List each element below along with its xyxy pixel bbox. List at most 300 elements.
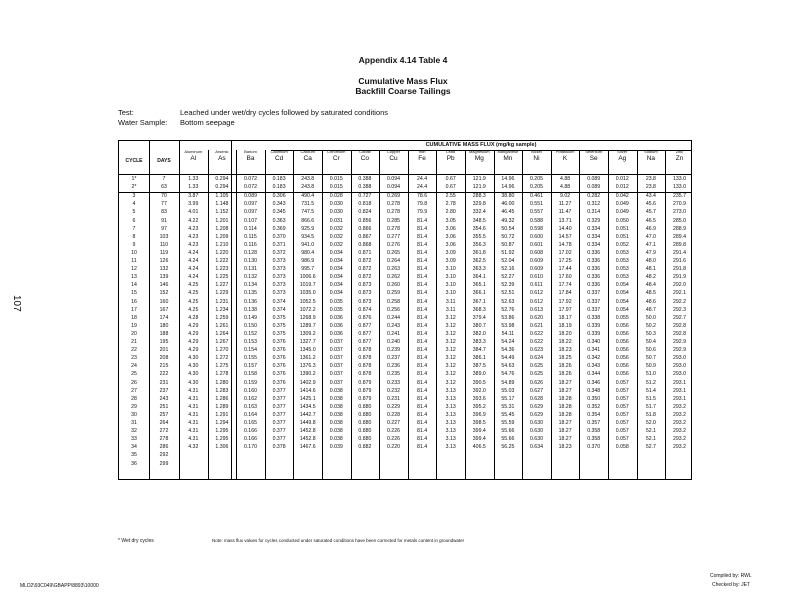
cycle-cell: 5 <box>132 209 136 216</box>
value-cell: 3.12 <box>445 322 456 329</box>
value-cell: 50.9 <box>645 363 656 370</box>
days-cell: 292 <box>159 452 169 459</box>
value-cell: 0.057 <box>615 428 629 435</box>
value-cell: 0.372 <box>272 249 286 256</box>
days-cell: 237 <box>159 387 169 394</box>
col-element-symbol: Zn <box>675 155 684 162</box>
value-cell: 1452.8 <box>299 428 316 435</box>
value-cell: 14.96 <box>501 184 515 191</box>
value-cell: 0.260 <box>386 282 400 289</box>
value-cell: 54.89 <box>501 379 515 386</box>
value-cell: 362.5 <box>472 258 486 264</box>
value-cell: 0.872 <box>358 258 372 264</box>
value-cell: 0.376 <box>272 355 286 362</box>
value-cell: 0.856 <box>358 217 372 224</box>
value-cell: 1.223 <box>215 266 229 273</box>
value-cell: 81.4 <box>417 339 428 345</box>
value-cell: 3.12 <box>445 379 456 386</box>
value-cell: 3.13 <box>445 444 456 451</box>
value-cell: 1452.8 <box>299 436 316 443</box>
page-number: 107 <box>11 295 22 312</box>
value-cell: 0.588 <box>529 217 543 224</box>
value-cell: 293.2 <box>672 444 686 451</box>
value-cell: 18.19 <box>558 322 572 329</box>
value-cell: 18.28 <box>558 411 572 418</box>
value-cell: 348.5 <box>472 217 486 224</box>
value-cell: 0.339 <box>587 322 601 329</box>
value-cell: 0.042 <box>615 193 629 200</box>
value-cell: 81.4 <box>417 274 428 281</box>
value-cell: 0.034 <box>329 282 343 289</box>
value-cell: 0.055 <box>615 314 629 321</box>
value-cell: 0.377 <box>272 411 286 418</box>
value-cell: 81.4 <box>417 306 428 313</box>
days-cell: 243 <box>159 395 169 402</box>
value-cell: 48.4 <box>645 282 656 289</box>
value-cell: 55.66 <box>501 428 515 435</box>
value-cell: 81.4 <box>417 355 428 362</box>
value-cell: 0.183 <box>272 184 286 191</box>
value-cell: 0.877 <box>358 322 372 329</box>
value-cell: 747.5 <box>301 209 315 216</box>
value-cell: 18.17 <box>558 314 572 321</box>
value-cell: 0.336 <box>587 249 601 256</box>
value-cell: 0.370 <box>587 444 601 451</box>
compiled-by: Compiled by: RWL <box>710 573 752 579</box>
value-cell: 78.6 <box>417 193 428 200</box>
value-cell: 0.337 <box>587 290 601 297</box>
value-cell: 0.868 <box>358 241 372 248</box>
cycle-cell: 29 <box>131 403 137 410</box>
value-cell: 0.621 <box>529 322 543 329</box>
value-cell: 4.29 <box>188 330 199 337</box>
value-cell: 133.0 <box>672 176 686 182</box>
value-cell: 0.880 <box>358 420 372 426</box>
days-cell: 97 <box>161 225 167 232</box>
value-cell: 121.9 <box>472 176 486 182</box>
value-cell: 3.12 <box>445 363 456 370</box>
value-cell: 0.336 <box>587 258 601 264</box>
value-cell: 0.056 <box>615 330 629 337</box>
value-cell: 0.226 <box>386 436 400 443</box>
value-cell: 3.05 <box>445 217 456 224</box>
value-cell: 0.341 <box>587 347 601 354</box>
value-cell: 24.4 <box>417 184 428 191</box>
value-cell: 1.229 <box>215 290 229 297</box>
days-cell: 174 <box>159 314 169 321</box>
value-cell: 0.278 <box>386 209 400 216</box>
col-element-symbol: Co <box>360 155 370 162</box>
value-cell: 0.049 <box>615 201 629 208</box>
days-cell: 272 <box>159 428 169 435</box>
value-cell: 293.0 <box>672 355 686 362</box>
value-cell: 81.4 <box>417 314 428 321</box>
value-cell: 0.377 <box>272 420 286 426</box>
value-cell: 52.39 <box>501 282 515 289</box>
value-cell: 0.278 <box>386 201 400 208</box>
value-cell: 0.598 <box>529 225 543 232</box>
value-cell: 0.130 <box>243 258 257 264</box>
value-cell: 1.33 <box>188 184 199 191</box>
value-cell: 4.29 <box>188 322 199 329</box>
value-cell: 0.348 <box>587 387 601 394</box>
days-cell: 222 <box>159 371 169 378</box>
value-cell: 23.8 <box>645 176 656 182</box>
value-cell: 0.037 <box>329 379 343 386</box>
value-cell: 1345.0 <box>299 347 316 354</box>
cycle-cell: 20 <box>131 330 137 337</box>
value-cell: 1.208 <box>215 225 229 232</box>
value-cell: 1.286 <box>215 395 229 402</box>
value-cell: 14.57 <box>558 233 572 240</box>
value-cell: 47.0 <box>645 233 656 240</box>
value-cell: 0.878 <box>358 347 372 354</box>
value-cell: 81.4 <box>417 428 428 435</box>
value-cell: 0.67 <box>445 176 456 182</box>
value-cell: 396.9 <box>472 411 486 418</box>
value-cell: 0.056 <box>615 371 629 378</box>
value-cell: 3.99 <box>188 201 199 208</box>
value-cell: 4.88 <box>560 184 571 191</box>
value-cell: 4.22 <box>188 217 199 224</box>
value-cell: 293.0 <box>672 363 686 370</box>
value-cell: 0.036 <box>329 330 343 337</box>
value-cell: 2.55 <box>445 193 456 200</box>
col-element-name: Silver <box>617 149 628 154</box>
value-cell: 0.867 <box>358 233 372 240</box>
value-cell: 292.2 <box>672 298 686 305</box>
cycle-cell: 22 <box>131 347 137 354</box>
value-cell: 0.352 <box>587 403 601 410</box>
value-cell: 292.1 <box>672 290 686 297</box>
value-cell: 51.8 <box>645 411 656 418</box>
value-cell: 51.5 <box>645 395 656 402</box>
value-cell: 46.45 <box>501 209 515 216</box>
value-cell: 0.036 <box>329 322 343 329</box>
file-path: MLD2\93C049\GBAPP\8893\10000 <box>20 583 99 589</box>
value-cell: 0.038 <box>329 420 343 426</box>
value-cell: 0.872 <box>358 266 372 273</box>
value-cell: 4.88 <box>560 176 571 182</box>
value-cell: 4.31 <box>188 403 199 410</box>
value-cell: 1.267 <box>215 339 229 345</box>
value-cell: 293.1 <box>672 387 686 394</box>
days-cell: 264 <box>159 420 169 426</box>
value-cell: 3.13 <box>445 403 456 410</box>
value-cell: 366.1 <box>472 290 486 297</box>
value-cell: 0.057 <box>615 395 629 402</box>
value-cell: 0.634 <box>529 444 543 451</box>
value-cell: 0.377 <box>272 428 286 435</box>
value-cell: 291.4 <box>672 249 686 256</box>
cycle-cell: 19 <box>131 322 137 329</box>
days-cell: 188 <box>159 330 169 337</box>
value-cell: 0.620 <box>529 314 543 321</box>
value-cell: 1019.7 <box>299 282 316 289</box>
value-cell: 52.16 <box>501 266 515 273</box>
cycle-cell: 6 <box>132 217 136 224</box>
value-cell: 243.8 <box>301 176 315 182</box>
value-cell: 4.25 <box>188 298 199 305</box>
value-cell: 17.92 <box>558 298 572 305</box>
value-cell: 0.057 <box>615 403 629 410</box>
value-cell: 0.032 <box>329 225 343 232</box>
value-cell: 81.4 <box>417 347 428 354</box>
value-cell: 0.157 <box>243 363 257 370</box>
value-cell: 0.051 <box>615 233 629 240</box>
value-cell: 0.334 <box>587 233 601 240</box>
value-cell: 3.06 <box>445 225 456 232</box>
value-cell: 0.183 <box>272 176 286 182</box>
value-cell: 0.334 <box>587 225 601 232</box>
days-cell: 201 <box>159 347 169 354</box>
value-cell: 0.376 <box>272 339 286 345</box>
value-cell: 18.23 <box>558 347 572 354</box>
page-subtitle-1: Cumulative Mass Flux <box>358 76 448 86</box>
value-cell: 0.624 <box>529 355 543 362</box>
value-cell: 4.24 <box>188 258 199 264</box>
value-cell: 17.74 <box>558 282 572 289</box>
value-cell: 1.272 <box>215 355 229 362</box>
value-cell: 0.350 <box>587 395 601 402</box>
value-cell: 3.12 <box>445 339 456 345</box>
days-cell: 119 <box>159 249 169 256</box>
value-cell: 0.034 <box>329 290 343 297</box>
value-cell: 0.097 <box>243 201 257 208</box>
value-cell: 4.31 <box>188 411 199 418</box>
value-cell: 0.345 <box>272 209 286 216</box>
value-cell: 0.128 <box>243 249 257 256</box>
value-cell: 18.27 <box>558 436 572 443</box>
value-cell: 0.622 <box>529 330 543 337</box>
value-cell: 0.374 <box>272 306 286 313</box>
value-cell: 18.23 <box>558 444 572 451</box>
value-cell: 3.11 <box>445 298 456 305</box>
value-cell: 0.610 <box>529 274 543 281</box>
value-cell: 4.29 <box>188 339 199 345</box>
value-cell: 292.9 <box>672 339 686 345</box>
value-cell: 17.60 <box>558 274 572 281</box>
value-cell: 0.312 <box>587 201 601 208</box>
value-cell: 291.6 <box>672 258 686 264</box>
cycle-header: CYCLE <box>125 158 143 164</box>
value-cell: 0.334 <box>587 241 601 248</box>
value-cell: 368.3 <box>472 306 486 313</box>
value-cell: 243.8 <box>301 184 315 191</box>
cycle-cell: 23 <box>131 355 137 362</box>
value-cell: 0.873 <box>358 282 372 289</box>
cycle-cell: 31 <box>131 420 137 426</box>
value-cell: 18.27 <box>558 428 572 435</box>
value-cell: 81.4 <box>417 290 428 297</box>
value-cell: 0.373 <box>272 274 286 281</box>
value-cell: 0.057 <box>615 379 629 386</box>
value-cell: 0.461 <box>529 193 543 200</box>
value-cell: 0.282 <box>587 193 601 200</box>
value-cell: 0.363 <box>272 217 286 224</box>
value-cell: 0.878 <box>358 363 372 370</box>
value-cell: 18.26 <box>558 371 572 378</box>
sample-label: Water Sample: <box>118 118 168 127</box>
value-cell: 17.97 <box>558 306 572 313</box>
value-cell: 0.057 <box>615 436 629 443</box>
value-cell: 0.377 <box>272 436 286 443</box>
value-cell: 0.873 <box>358 298 372 305</box>
value-cell: 0.375 <box>272 330 286 337</box>
value-cell: 1.33 <box>188 176 199 182</box>
value-cell: 54.63 <box>501 363 515 370</box>
value-cell: 0.874 <box>358 306 372 313</box>
value-cell: 48.6 <box>645 298 656 305</box>
value-cell: 293.2 <box>672 436 686 443</box>
value-cell: 0.882 <box>358 444 372 451</box>
cycle-cell: 9 <box>132 241 136 248</box>
value-cell: 1327.7 <box>299 339 316 345</box>
value-cell: 11.27 <box>558 201 572 208</box>
value-cell: 2.78 <box>445 201 456 208</box>
value-cell: 51.0 <box>645 371 656 378</box>
value-cell: 1.148 <box>215 201 229 208</box>
value-cell: 0.170 <box>243 444 257 451</box>
value-cell: 0.358 <box>587 436 601 443</box>
col-element-name: Iron <box>418 149 426 154</box>
value-cell: 55.45 <box>501 411 515 418</box>
value-cell: 0.032 <box>329 241 343 248</box>
value-cell: 81.4 <box>417 258 428 264</box>
value-cell: 0.878 <box>358 371 372 378</box>
value-cell: 1.294 <box>215 420 229 426</box>
mass-flux-table <box>118 140 692 480</box>
col-element-name: Lead <box>446 149 456 154</box>
value-cell: 380.7 <box>472 322 486 329</box>
cycle-cell: 1* <box>131 176 137 182</box>
value-cell: 0.374 <box>272 298 286 305</box>
value-cell: 0.058 <box>615 444 629 451</box>
value-cell: 18.28 <box>558 403 572 410</box>
value-cell: 0.164 <box>243 411 257 418</box>
days-cell: 160 <box>159 298 169 305</box>
value-cell: 329.8 <box>472 201 486 208</box>
value-cell: 50.54 <box>501 225 515 232</box>
value-cell: 47.1 <box>645 241 656 248</box>
sample-value: Bottom seepage <box>180 118 235 127</box>
value-cell: 925.9 <box>301 225 315 232</box>
value-cell: 0.294 <box>215 184 229 191</box>
value-cell: 0.336 <box>587 274 601 281</box>
value-cell: 0.072 <box>243 184 257 191</box>
value-cell: 289.8 <box>672 241 686 248</box>
value-cell: 0.336 <box>587 266 601 273</box>
value-cell: 1268.9 <box>299 314 316 321</box>
value-cell: 4.24 <box>188 274 199 281</box>
value-cell: 133.0 <box>672 184 686 191</box>
cycle-cell: 14 <box>131 282 137 289</box>
value-cell: 81.4 <box>417 217 428 224</box>
value-cell: 0.072 <box>243 176 257 182</box>
value-cell: 292.0 <box>672 282 686 289</box>
cycle-cell: 2* <box>131 184 137 191</box>
value-cell: 79.8 <box>417 201 428 208</box>
value-cell: 0.879 <box>358 379 372 386</box>
value-cell: 0.612 <box>529 290 543 297</box>
value-cell: 0.630 <box>529 436 543 443</box>
value-cell: 0.306 <box>272 193 286 200</box>
cycle-cell: 33 <box>131 436 137 443</box>
value-cell: 52.7 <box>645 444 656 451</box>
value-cell: 0.056 <box>615 355 629 362</box>
days-cell: 132 <box>159 266 169 273</box>
value-cell: 0.337 <box>587 298 601 305</box>
value-cell: 1.220 <box>215 249 229 256</box>
value-cell: 3.10 <box>445 266 456 273</box>
value-cell: 0.038 <box>329 436 343 443</box>
value-cell: 2.80 <box>445 209 456 216</box>
col-element-symbol: As <box>218 155 226 162</box>
col-element-symbol: Cu <box>389 155 398 162</box>
value-cell: 3.13 <box>445 436 456 443</box>
value-cell: 406.5 <box>472 444 486 451</box>
value-cell: 38.80 <box>501 193 515 200</box>
days-cell: 77 <box>161 201 167 208</box>
value-cell: 0.034 <box>329 249 343 256</box>
value-cell: 52.1 <box>645 436 656 443</box>
value-cell: 0.285 <box>386 217 400 224</box>
days-cell: 180 <box>159 322 169 329</box>
value-cell: 0.877 <box>358 330 372 337</box>
col-element-symbol: Se <box>589 155 598 162</box>
value-cell: 0.053 <box>615 266 629 273</box>
value-cell: 0.114 <box>244 225 257 232</box>
value-cell: 0.263 <box>386 266 400 273</box>
cycle-cell: 28 <box>131 395 137 402</box>
cycle-cell: 21 <box>131 339 137 345</box>
value-cell: 0.369 <box>272 225 286 232</box>
value-cell: 289.4 <box>672 233 686 240</box>
value-cell: 1.259 <box>215 314 229 321</box>
value-cell: 934.5 <box>301 233 315 240</box>
col-element-symbol: Mn <box>503 155 513 162</box>
value-cell: 81.4 <box>417 266 428 273</box>
value-cell: 55.66 <box>501 436 515 443</box>
value-cell: 14.96 <box>501 176 515 182</box>
value-cell: 0.149 <box>243 314 257 321</box>
footnote-note: Note: mass flux values for cycles conducted under saturated conditions have been corrected for metals content in groundwater <box>212 538 465 543</box>
value-cell: 0.205 <box>529 176 543 182</box>
value-cell: 0.329 <box>587 217 601 224</box>
value-cell: 0.269 <box>386 193 400 200</box>
value-cell: 1449.8 <box>299 420 316 426</box>
cycle-cell: 34 <box>131 444 137 451</box>
value-cell: 18.27 <box>558 379 572 386</box>
value-cell: 0.131 <box>243 266 257 273</box>
value-cell: 0.611 <box>530 282 543 289</box>
col-element-symbol: Ca <box>303 155 312 162</box>
value-cell: 0.155 <box>243 355 257 362</box>
value-cell: 0.053 <box>615 258 629 264</box>
value-cell: 54.24 <box>501 339 515 345</box>
value-cell: 50.6 <box>645 347 656 354</box>
value-cell: 48.2 <box>645 274 656 281</box>
value-cell: 1.222 <box>215 258 229 264</box>
value-cell: 52.04 <box>501 258 515 264</box>
days-cell: 146 <box>159 282 169 289</box>
value-cell: 0.358 <box>587 428 601 435</box>
col-element-name: Manganese <box>497 149 519 154</box>
value-cell: 1.225 <box>215 274 229 281</box>
value-cell: 52.76 <box>501 306 515 313</box>
value-cell: 995.7 <box>301 266 315 273</box>
value-cell: 0.116 <box>244 241 257 248</box>
